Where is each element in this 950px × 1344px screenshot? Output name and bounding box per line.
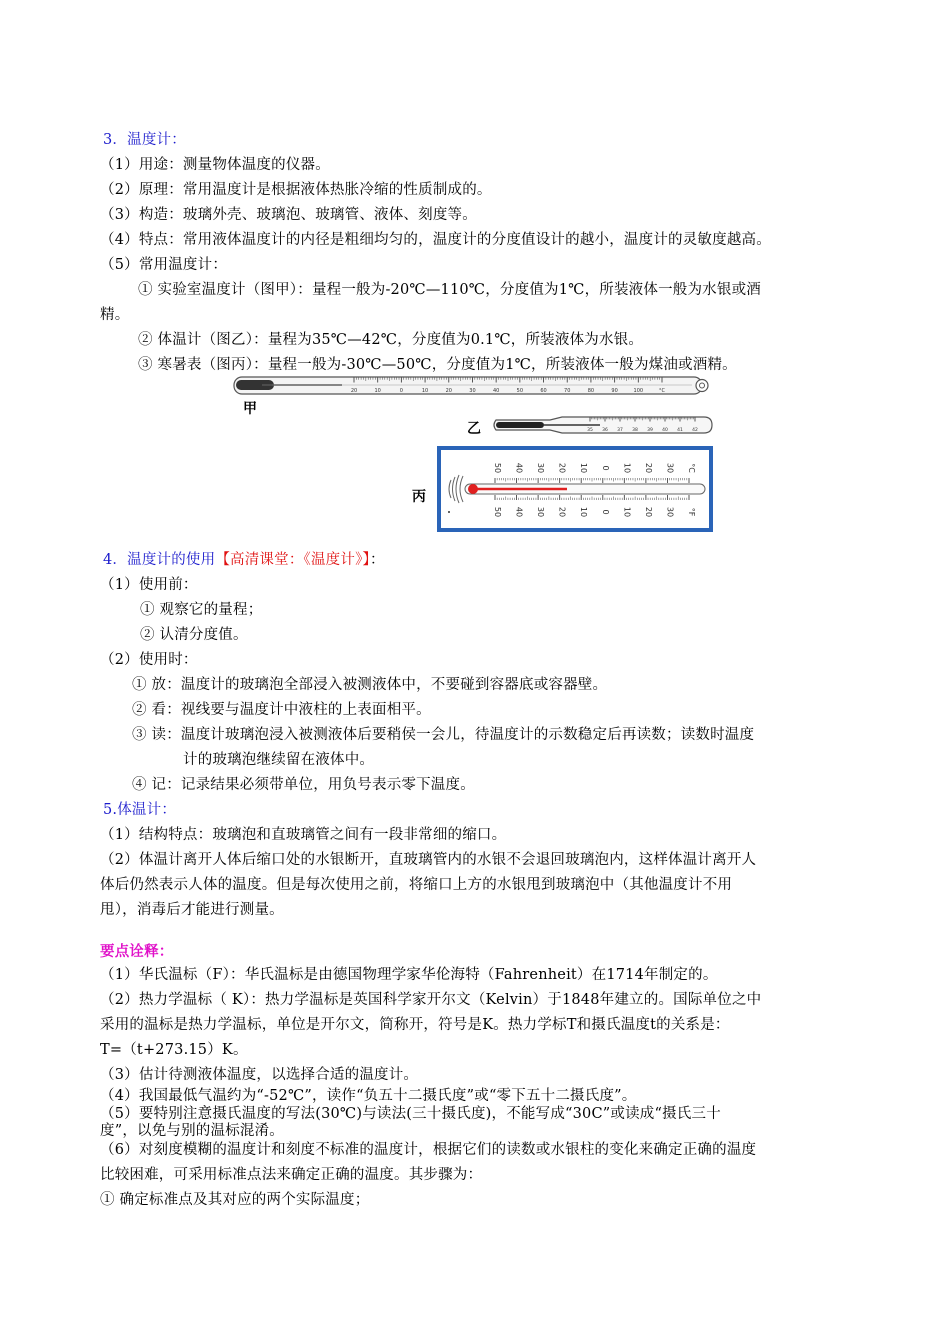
scale-label: 30 bbox=[665, 506, 675, 518]
scale-label: 50 bbox=[516, 388, 524, 394]
s3-clinical-thermometer: ② 体温计（图乙）：量程为35℃—42℃，分度值为0.1℃，所装液体为水银。 bbox=[138, 332, 644, 348]
s4-before-use: （1）使用前： bbox=[100, 577, 198, 593]
scale-label: 30 bbox=[536, 506, 546, 518]
scale-label: 20 bbox=[643, 506, 653, 518]
scale-label: 38 bbox=[632, 428, 638, 433]
scale-label: °F bbox=[687, 507, 696, 517]
weather-thermometer-figure bbox=[437, 446, 713, 532]
scale-label: 42 bbox=[692, 428, 698, 433]
s4-place: ① 放：温度计的玻璃泡全部浸入被测液体中，不要碰到容器底或容器壁。 bbox=[132, 677, 608, 693]
figure-yi-label: 乙 bbox=[467, 421, 481, 437]
s5-structure: （1）结构特点：玻璃泡和直玻璃管之间有一段非常细的缩口。 bbox=[100, 827, 507, 843]
s3-lab-thermometer: ① 实验室温度计（图甲）：量程一般为-20℃—110℃，分度值为1℃，所装液体一般为水银或酒 bbox=[138, 282, 761, 298]
scale-label: 0 bbox=[600, 509, 610, 515]
note-calibration-3: ① 确定标准点及其对应的两个实际温度； bbox=[100, 1192, 370, 1208]
s3-principle: （2）原理：常用温度计是根据液体热胀冷缩的性质制成的。 bbox=[100, 182, 492, 198]
scale-label: 41 bbox=[677, 428, 683, 433]
scale-label: 10 bbox=[579, 506, 589, 518]
note-writing-1: （5）要特别注意摄氏温度的写法(30℃)与读法(三十摄氏度)，不能写成“30C”或读成“摄氏三十 bbox=[100, 1106, 721, 1122]
s5-explain-1: （2）体温计离开人体后缩口处的水银断开，直玻璃管内的水银不会退回玻璃泡内，这样体温计离开人 bbox=[100, 852, 757, 868]
clinical-thermometer-figure bbox=[490, 412, 715, 438]
scale-label: 10 bbox=[374, 388, 381, 394]
note-kelvin-1: （2）热力学温标（ K）：热力学温标是英国科学家开尔文（Kelvin）于1848年建立的。国际单位之中 bbox=[100, 992, 762, 1008]
s3-feature: （4）特点：常用液体温度计的内径是粗细均匀的，温度计的分度值设计的越小，温度计的灵敏度越高。 bbox=[100, 232, 771, 248]
scale-label: 20 bbox=[557, 462, 567, 474]
section4-title: 4．温度计的使用 bbox=[103, 552, 216, 568]
scale-label: 30 bbox=[469, 388, 476, 394]
note-fahrenheit: （1）华氏温标（F）：华氏温标是由德国物理学家华伦海特（Fahrenheit）在1714年制定的。 bbox=[100, 967, 718, 983]
scale-label: 0 bbox=[399, 388, 403, 394]
scale-label: 90 bbox=[611, 388, 618, 394]
figure-jia-label: 甲 bbox=[243, 401, 257, 417]
hd-lesson-link[interactable]: 【高清课堂：《温度计》】 bbox=[215, 552, 370, 568]
s4-record: ④ 记：记录结果必须带单位，用负号表示零下温度。 bbox=[132, 777, 475, 793]
s4-division-value: ② 认清分度值。 bbox=[140, 627, 248, 643]
scale-label: 100 bbox=[633, 388, 644, 394]
scale-label: 36 bbox=[602, 428, 608, 433]
s4-read: ③ 读：温度计玻璃泡浸入被测液体后要稍侯一会儿，待温度计的示数稳定后再读数；读数时温度 bbox=[132, 727, 755, 743]
scale-label: 40 bbox=[514, 506, 524, 518]
section5-heading: 5.体温计： bbox=[103, 802, 177, 818]
scale-label: 20 bbox=[643, 462, 653, 474]
scale-label: 70 bbox=[564, 388, 571, 394]
scale-label: 40 bbox=[662, 428, 668, 433]
scale-label: 20 bbox=[445, 388, 452, 394]
s4-observe-range: ① 观察它的量程； bbox=[140, 602, 263, 618]
scale-label: °C bbox=[659, 388, 665, 394]
figure-bing-label: 丙 bbox=[412, 489, 426, 505]
note-kelvin-3: T=（t+273.15）K。 bbox=[100, 1042, 248, 1058]
scale-label: 50 bbox=[493, 506, 502, 518]
section4-heading bbox=[103, 550, 385, 570]
scale-label: 10 bbox=[579, 462, 589, 474]
scale-label: 0 bbox=[600, 465, 610, 471]
s3-structure: （3）构造：玻璃外壳、玻璃泡、玻璃管、液体、刻度等。 bbox=[100, 207, 477, 223]
s3-usage: （1）用途：测量物体温度的仪器。 bbox=[100, 157, 330, 173]
scale-label: 20 bbox=[557, 506, 567, 518]
scale-label: 37 bbox=[617, 428, 623, 433]
s3-lab-thermometer-cont: 精。 bbox=[100, 307, 130, 323]
note-estimate: （3）估计待测液体温度，以选择合适的温度计。 bbox=[100, 1067, 419, 1083]
section3-heading: 3．温度计： bbox=[103, 132, 186, 148]
scale-label: 80 bbox=[587, 388, 595, 394]
scale-label: 30 bbox=[665, 462, 675, 474]
scale-label: 40 bbox=[514, 462, 524, 474]
scale-label: 39 bbox=[647, 428, 653, 433]
scale-label: °C bbox=[687, 463, 696, 473]
s4-read-cont: 计的玻璃泡继续留在液体中。 bbox=[183, 752, 375, 768]
s4-during-use: （2）使用时： bbox=[100, 652, 198, 668]
scale-label: 40 bbox=[492, 388, 500, 394]
s4-look: ② 看：视线要与温度计中液柱的上表面相平。 bbox=[132, 702, 431, 718]
s3-common: （5）常用温度计： bbox=[100, 257, 228, 273]
scale-label: 10 bbox=[622, 462, 632, 474]
section4-colon: ： bbox=[369, 552, 385, 568]
note-lowest-temp: （4）我国最低气温约为“-52℃”，读作“负五十二摄氏度”或“零下五十二摄氏度”。 bbox=[100, 1088, 637, 1104]
s3-weather-thermometer: ③ 寒暑表（图丙）：量程一般为-30℃—50℃，分度值为1℃，所装液体一般为煤油或酒精。 bbox=[138, 357, 737, 373]
scale-label: 20 bbox=[350, 388, 358, 394]
lab-thermometer-figure bbox=[232, 374, 714, 398]
scale-label: 50 bbox=[493, 462, 502, 474]
s5-explain-3: 甩），消毒后才能进行测量。 bbox=[100, 902, 284, 918]
note-calibration-1: （6）对刻度模糊的温度计和刻度不标准的温度计，根据它们的读数或水银柱的变化来确定正确的温度 bbox=[100, 1142, 757, 1158]
scale-label: 10 bbox=[421, 388, 429, 394]
scale-label: 30 bbox=[536, 462, 546, 474]
scale-label: 35 bbox=[587, 428, 593, 433]
s5-explain-2: 体后仍然表示人体的温度。但是每次使用之前，将缩口上方的水银甩到玻璃泡中（其他温度计不用 bbox=[100, 877, 733, 893]
note-writing-2: 度”，以免与别的温标混淆。 bbox=[100, 1123, 285, 1139]
scale-label: 60 bbox=[540, 388, 547, 394]
note-kelvin-2: 采用的温标是热力学温标，单位是开尔文，简称开，符号是K。热力学标T和摄氏温度t的关系是： bbox=[100, 1017, 730, 1033]
note-calibration-2: 比较困难，可采用标准点法来确定正确的温度。其步骤为： bbox=[100, 1167, 483, 1183]
scale-label: 10 bbox=[622, 506, 632, 518]
key-points-heading: 要点诠释： bbox=[100, 944, 174, 960]
